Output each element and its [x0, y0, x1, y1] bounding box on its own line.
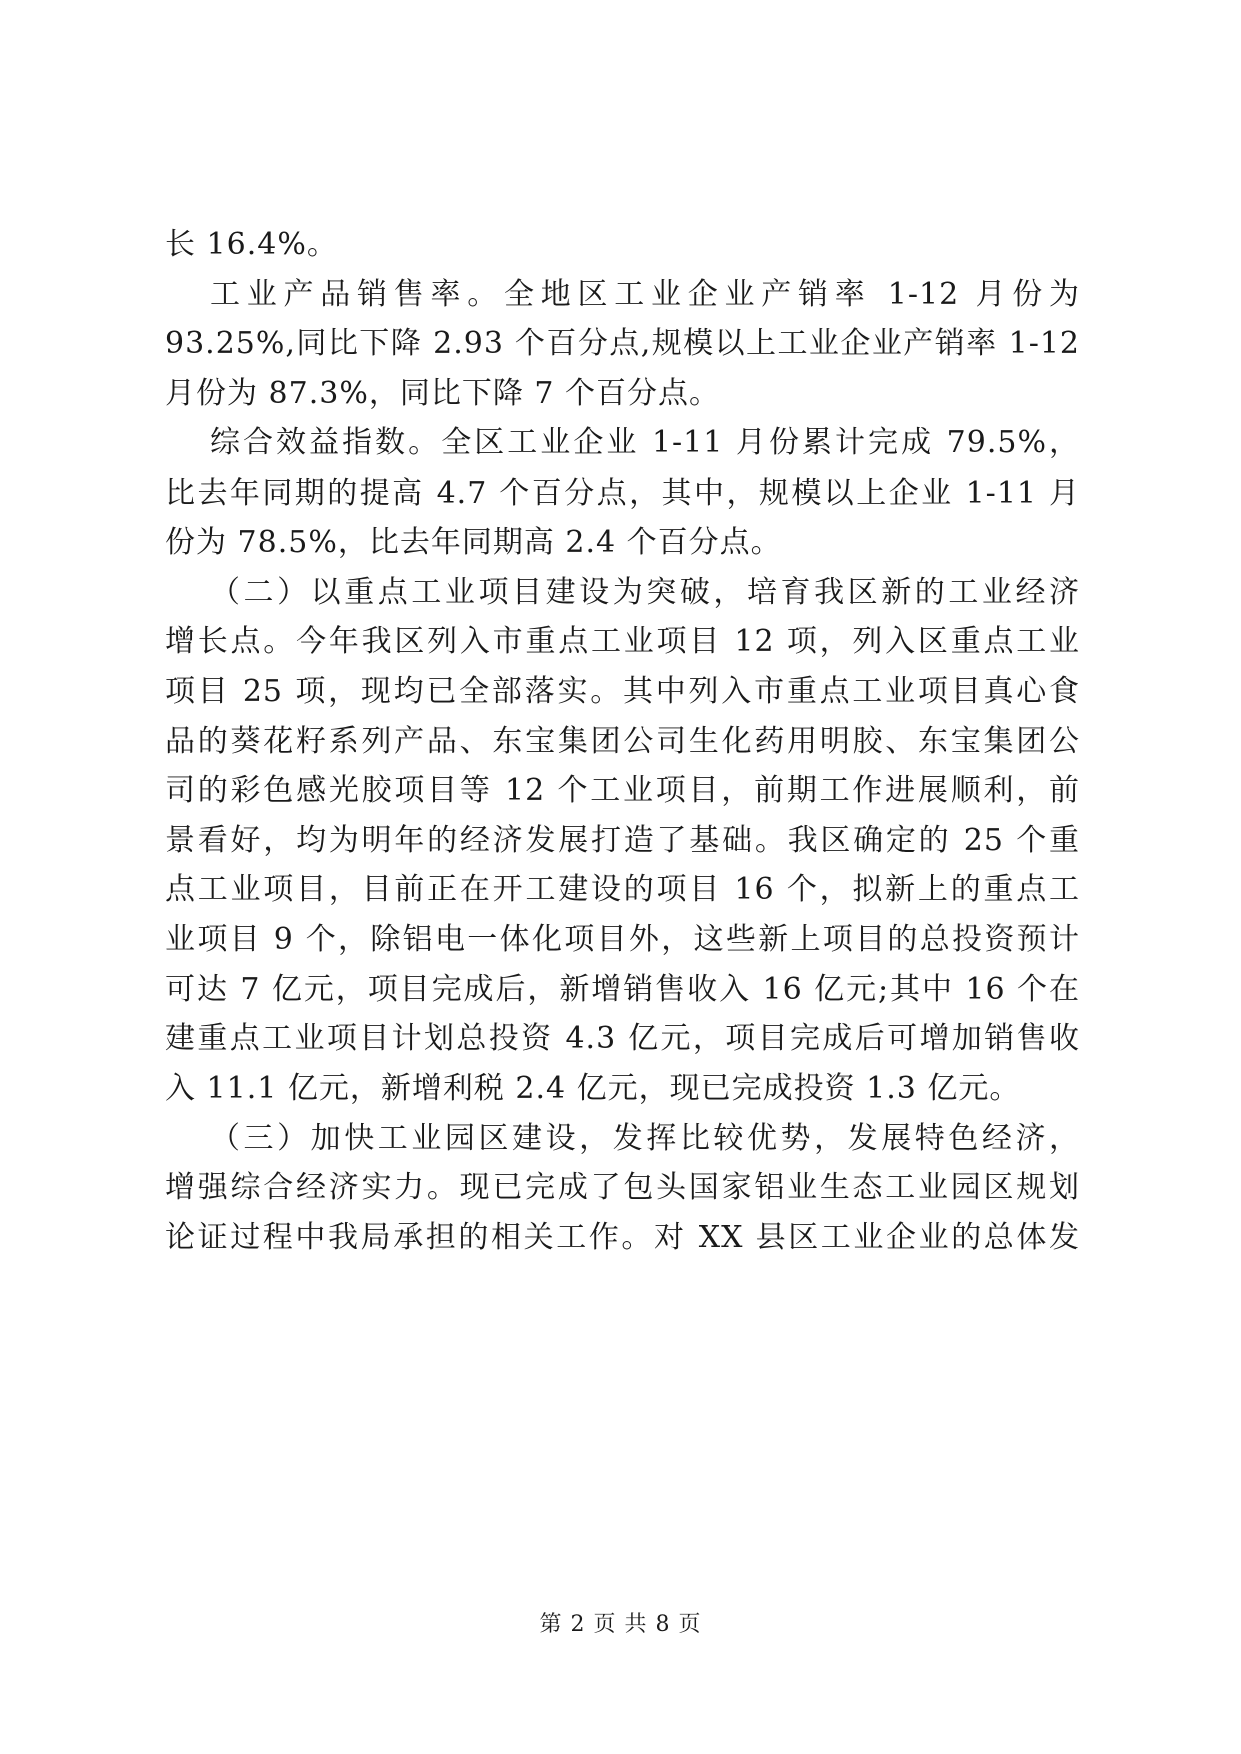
text-line: 业项目 9 个，除铝电一体化项目外，这些新上项目的总投资预计 — [165, 922, 1080, 957]
text-line: 景看好，均为明年的经济发展打造了基础。我区确定的 25 个重 — [165, 823, 1080, 858]
text-line: 司的彩色感光胶项目等 12 个工业项目，前期工作进展顺利，前 — [165, 773, 1080, 808]
page-footer: 第 2 页 共 8 页 — [539, 1612, 702, 1637]
text-line: 增长点。今年我区列入市重点工业项目 12 项，列入区重点工业 — [165, 624, 1080, 659]
text-line: 论证过程中我局承担的相关工作。对 XX 县区工业企业的总体发 — [165, 1220, 1080, 1255]
text-line: 品的葵花籽系列产品、东宝集团公司生化药用明胶、东宝集团公 — [165, 724, 1080, 759]
text-line: 点工业项目，目前正在开工建设的项目 16 个，拟新上的重点工 — [165, 872, 1080, 907]
text-line: 可达 7 亿元，项目完成后，新增销售收入 16 亿元;其中 16 个在 — [165, 972, 1080, 1007]
paragraph-start-line: 工业产品销售率。全地区工业企业产销率 1-12 月份为 — [210, 277, 1080, 312]
text-line: 建重点工业项目计划总投资 4.3 亿元，项目完成后可增加销售收 — [165, 1021, 1080, 1056]
text-line: 长 16.4%。 — [165, 227, 338, 262]
text-line: 月份为 87.3%，同比下降 7 个百分点。 — [165, 376, 720, 411]
paragraph-start-line: 综合效益指数。全区工业企业 1-11 月份累计完成 79.5%， — [210, 425, 1080, 460]
text-line: 比去年同期的提高 4.7 个百分点，其中，规模以上企业 1-11 月 — [165, 476, 1080, 511]
text-line: 增强综合经济实力。现已完成了包头国家铝业生态工业园区规划 — [165, 1170, 1080, 1205]
text-line: 项目 25 项，现均已全部落实。其中列入市重点工业项目真心食 — [165, 674, 1080, 709]
text-line: 93.25%,同比下降 2.93 个百分点,规模以上工业企业产销率 1-12 — [165, 326, 1080, 361]
text-line: 份为 78.5%，比去年同期高 2.4 个百分点。 — [165, 525, 782, 560]
paragraph-start-line: （三）加快工业园区建设，发挥比较优势，发展特色经济， — [210, 1121, 1080, 1156]
text-line: 入 11.1 亿元，新增利税 2.4 亿元，现已完成投资 1.3 亿元。 — [165, 1071, 1021, 1106]
paragraph-start-line: （二）以重点工业项目建设为突破，培育我区新的工业经济 — [210, 575, 1080, 610]
